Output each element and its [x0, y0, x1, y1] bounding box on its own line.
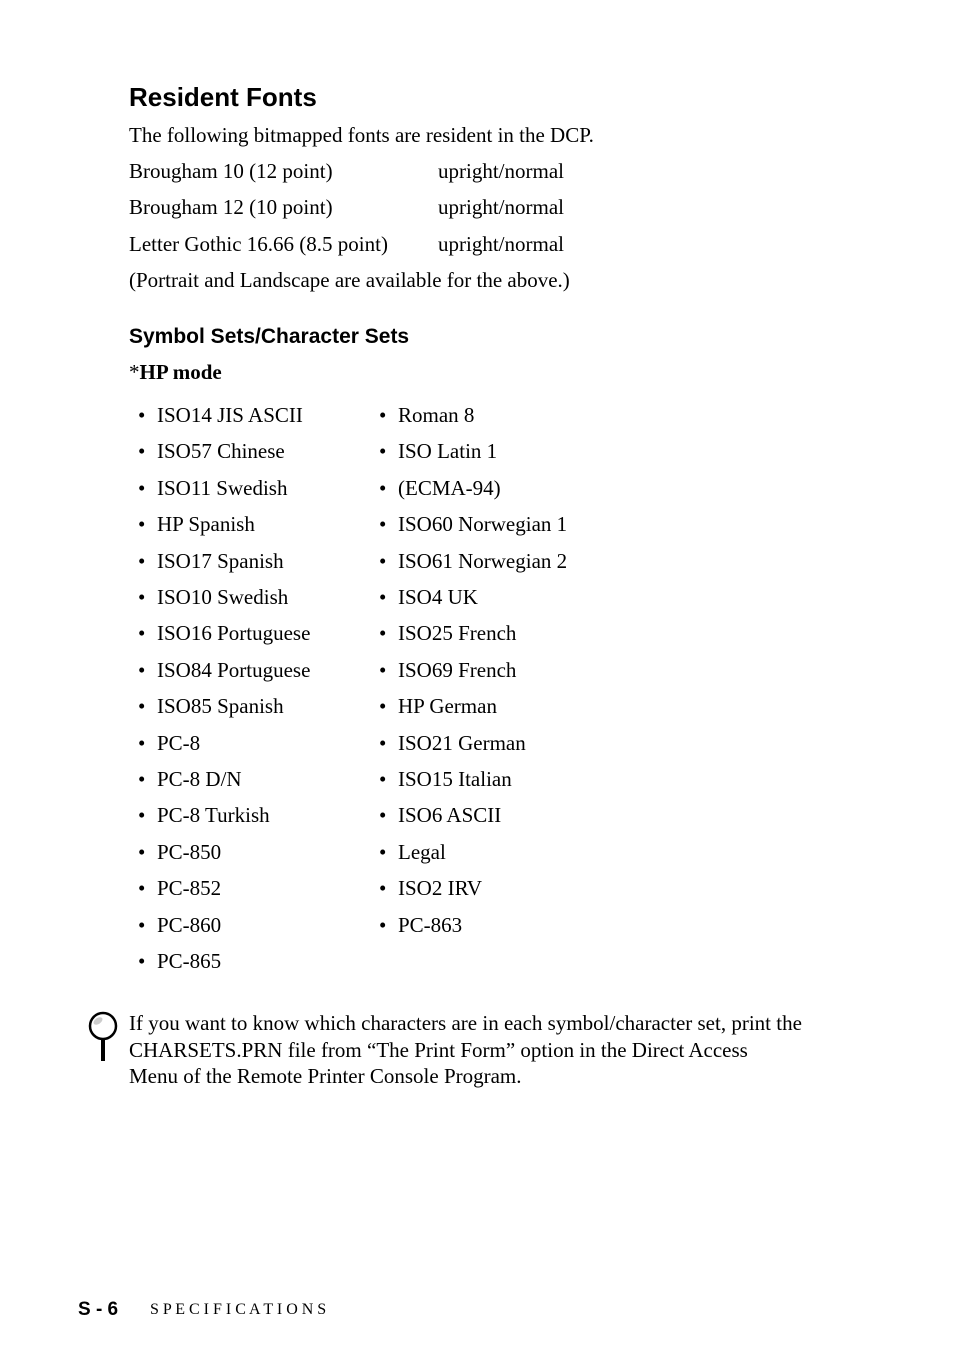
mode-label: [129, 359, 222, 385]
bullet-icon: •: [379, 621, 387, 646]
bullet-icon: •: [379, 512, 387, 537]
list-item-label: HP Spanish: [157, 512, 255, 537]
list-item-label: PC-865: [157, 949, 222, 973]
tip-text: [129, 1010, 829, 1090]
list-item-label: PC-860: [157, 912, 222, 937]
list-item-label: ISO4 UK: [398, 585, 478, 609]
tip-line: If you want to know which characters are in each symbol/character set, print the: [129, 1011, 802, 1035]
list-item-label: PC-8: [157, 730, 201, 755]
bullet-icon: •: [138, 730, 146, 755]
list-item-label: ISO25 French: [398, 621, 517, 646]
font-name: Letter Gothic 16.66 (8.5 point): [129, 232, 388, 256]
bullet-icon: •: [379, 767, 387, 791]
mode-prefix: *: [129, 360, 140, 384]
bullet-icon: •: [138, 403, 146, 427]
list-item-label: ISO61 Norwegian 2: [398, 548, 568, 573]
list-item-label: ISO84 Portuguese: [157, 657, 311, 682]
bullet-icon: •: [379, 585, 387, 609]
bullet-icon: •: [138, 585, 146, 609]
list-item-label: ISO2 IRV: [398, 876, 483, 901]
section-name: S P E C I F I C A T I O N S: [150, 1301, 327, 1318]
bullet-icon: •: [379, 694, 387, 719]
intro-text: The following bitmapped fonts are resident in the DCP.: [129, 123, 594, 147]
list-item-label: ISO17 Spanish: [157, 548, 284, 573]
bullet-icon: •: [379, 475, 387, 500]
list-item-label: (ECMA-94): [398, 475, 501, 500]
bullet-icon: •: [379, 730, 387, 755]
bullet-icon: •: [138, 839, 146, 864]
list-item-label: ISO69 French: [398, 657, 517, 682]
list-item-label: ISO14 JIS ASCII: [157, 403, 303, 427]
list-item-label: PC-8 D/N: [157, 767, 242, 791]
bullet-icon: •: [138, 439, 146, 464]
bullet-icon: •: [138, 657, 146, 682]
list-item-label: PC-850: [157, 839, 222, 864]
list-item-label: PC-863: [398, 912, 463, 937]
list-item-label: PC-8 Turkish: [157, 803, 270, 828]
mode-name: HP mode: [139, 360, 222, 384]
bullet-icon: •: [138, 767, 146, 791]
font-style: upright/normal: [438, 159, 564, 183]
bullet-icon: •: [379, 403, 387, 427]
bullet-icon: •: [379, 803, 387, 828]
magnifier-icon: [86, 1010, 120, 1064]
list-item-label: ISO15 Italian: [398, 767, 512, 791]
bullet-icon: •: [138, 949, 146, 973]
availability-note: (Portrait and Landscape are available for the above.): [129, 268, 570, 292]
list-item-label: ISO16 Portuguese: [157, 621, 311, 646]
bullet-icon: •: [379, 657, 387, 682]
page-number: S - 6: [78, 1299, 119, 1320]
font-name: Brougham 12 (10 point): [129, 195, 333, 219]
bullet-icon: •: [138, 912, 146, 937]
list-item-label: ISO Latin 1: [398, 439, 498, 464]
page-title: Resident Fonts: [129, 82, 317, 112]
bullet-icon: •: [138, 475, 146, 500]
list-item-label: Legal: [398, 839, 446, 864]
list-item-label: ISO57 Chinese: [157, 439, 285, 464]
bullet-icon: •: [138, 876, 146, 901]
list-item-label: HP German: [398, 694, 497, 719]
font-name: Brougham 10 (12 point): [129, 159, 333, 183]
list-item-label: ISO6 ASCII: [398, 803, 502, 828]
font-style: upright/normal: [438, 195, 564, 219]
bullet-icon: •: [379, 839, 387, 864]
font-style: upright/normal: [438, 232, 564, 256]
list-item-label: ISO11 Swedish: [157, 475, 288, 500]
list-item-label: Roman 8: [398, 403, 475, 427]
bullet-icon: •: [138, 548, 146, 573]
bullet-icon: •: [138, 694, 146, 719]
bullet-icon: •: [138, 803, 146, 828]
bullet-icon: •: [379, 912, 387, 937]
bullet-icon: •: [379, 439, 387, 464]
bullet-icon: •: [379, 548, 387, 573]
bullet-icon: •: [138, 621, 146, 646]
list-item-label: ISO60 Norwegian 1: [398, 512, 568, 537]
bullet-icon: •: [379, 876, 387, 901]
list-item-label: ISO21 German: [398, 730, 526, 755]
list-item-label: ISO10 Swedish: [157, 585, 289, 609]
tip-line: Menu of the Remote Printer Console Program.: [129, 1064, 522, 1088]
tip-line: CHARSETS.PRN file from “The Print Form” option in the Direct Access: [129, 1037, 748, 1062]
bullet-icon: •: [138, 512, 146, 537]
list-item-label: PC-852: [157, 876, 222, 901]
list-item-label: ISO85 Spanish: [157, 694, 284, 719]
section-subheading: Symbol Sets/Character Sets: [129, 325, 410, 348]
